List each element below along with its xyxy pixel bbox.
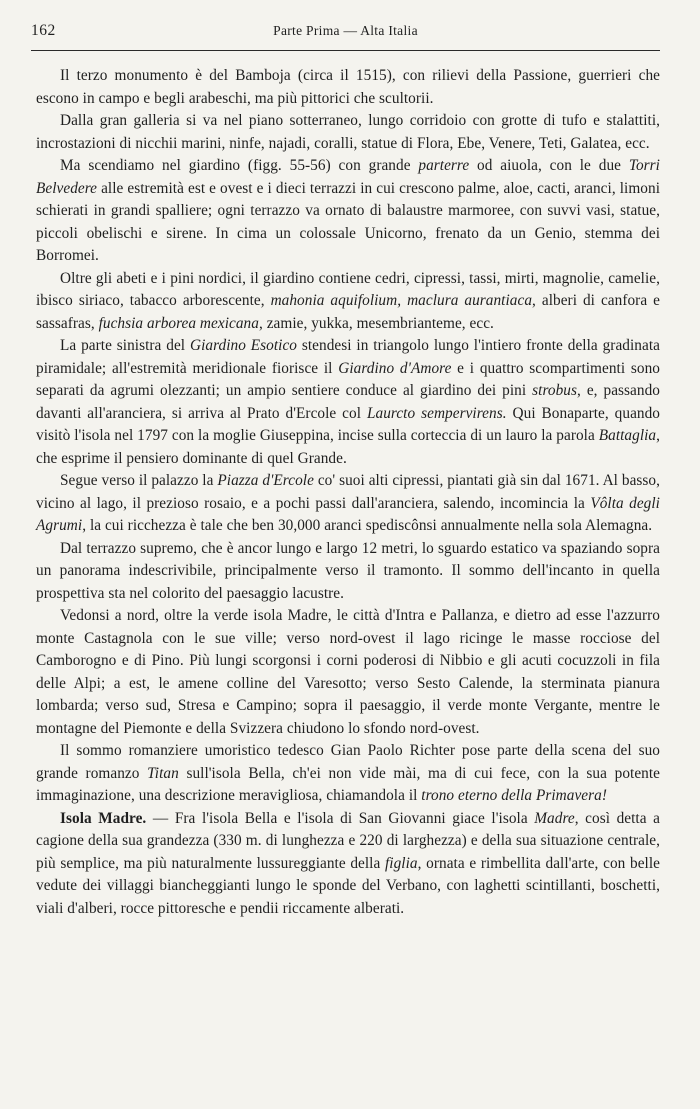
italic-text: Laurcto sempervirens. [366,404,507,422]
text-run: , alberi di canfora e sassafras, [36,292,660,332]
paragraph [36,605,660,740]
text-run: , la cui ricchezza è tale che ben 30,000 aranci spediscônsi annualmente nella sola Alemagna. [82,517,653,534]
text-run: Il terzo monumento è del Bamboja (circa il 1515), con rilievi della Passione, guerrieri che escono in campo e begli arabeschi, ma più pittorici che scultorii. [36,67,660,107]
text-run: , ornata e rimbellita dall'arte, con belle vedute dei villaggi biancheggianti lungo le sponde del Verbano, con laghetti scintillanti, boschetti, viali d'alberi, rocce pittoresche e pendii riccamente alberati. [36,854,660,917]
text-run: alle estremità est e ovest e i dieci terrazzi in cui crescono palme, aloe, cacti, aranci, limoni schierati in grandi spalliere; ogni terrazzo va ornato di balaustre marmoree, con suvvi vasi, statue, piccoli obelischi e sirene. In cima un colossale Unicorno, frenato da un Genio, stemma dei Borromei. [36,179,660,264]
italic-text: Battaglia [598,427,657,444]
text-run: Il sommo romanziere umoristico tedesco Gian Paolo Richter pose parte della scena del suo grande romanzo [36,742,660,782]
text-run: co' suoi alti cipressi, piantati già sin dal 1671. Al basso, vicino al lago, il prezioso rosaio, e a pochi passi dall'aranciera, salendo, incomincia la [36,472,661,512]
paragraph [36,335,660,470]
text-run: Qui Bonaparte, quando visitò l'isola nel 1797 con la moglie Giuseppina, incise sulla corteccia di un lauro la parola [36,404,661,444]
text-run: — Fra l'isola Bella e l'isola di San Giovanni giace l'isola [146,809,535,827]
running-title: Parte Prima — Alta Italia [273,23,418,38]
text-run: La parte sinistra del [60,337,190,354]
text-run: , che esprime il pensiero dominante di quel Grande. [36,427,660,467]
text-run: Dalla gran galleria si va nel piano sotterraneo, lungo corridoio con grotte di tufo e stalattiti, incrostazioni di nicchii marini, ninfe, najadi, coralli, statue di Flora, Ebe, Venere, Teti, Galatea, ecc. [36,112,660,152]
text-run: Vedonsi a nord, oltre la verde isola Madre, le città d'Intra e Pallanza, e dietro ad esse l'azzurro monte Castagnola con le sue ville; verso nord-ovest il lago ricinge le masse rocciose del Camborogno e di Pino. Più lungi scorgonsi i corni poderosi di Nibbio e gli acuti cocuzzoli in fila delle Alpi; a est, le amene colline del Varesotto; verso Sesto Calende, la sterminata pianura lombarda; verso sud, Stresa e Campino; sopra il paesaggio, il verde monte Vergante, mentre le montagne del Piemonte e della Svizzera chiudono lo sfondo nord-ovest. [36,607,660,737]
paragraph [36,470,660,538]
text-run: , e, passando davanti all'aranciera, si arriva al Prato d'Ercole col [36,382,660,422]
text-run: , zamie, yukka, mesembrianteme, ecc. [258,314,494,332]
italic-text: fuchsia arborea mexicana [98,314,259,332]
text-run: sull'isola Bella, ch'ei non vide mài, ma di cui fece, con la sua potente immaginazione, una descrizione meravigliosa, chiamandola il [36,764,660,804]
paragraph [36,110,660,155]
header-rule [31,50,660,51]
italic-text: parterre [418,157,470,174]
italic-text: Vôlta degli Agrumi [36,494,660,534]
text-run: e i quattro scompartimenti sono separati da agrumi olezzanti; un ampio sentiere conduce al giardino dei pini [36,359,660,399]
italic-text: Piazza d'Ercole [217,472,314,489]
italic-text: Giardino Esotico [189,337,297,354]
paragraph [36,155,660,268]
body-text [36,65,660,920]
paragraph [36,740,660,808]
page-header [31,20,660,46]
text-run: Segue verso il palazzo la [60,472,218,489]
text-run: , così detta a cagione della sua grandezza (330 m. di lunghezza e 220 di larghezza) e della sua situazione centrale, più semplice, ma più naturalmente lussureggiante della [36,809,660,872]
text-run: stendesi in triangolo lungo l'intiero fronte della gradinata piramidale; all'estremità meridionale fiorisce il [36,337,660,377]
italic-text: trono eterno della Primavera! [421,787,607,804]
text-run: Ma scendiamo nel giardino (figg. 55-56) con grande [60,157,419,174]
italic-text: figlia [385,854,418,872]
section-heading: Isola Madre. [60,809,147,827]
paragraph [36,65,660,110]
italic-text: Titan [147,764,179,782]
italic-text: Torri Belvedere [36,157,660,197]
italic-text: mahonia aquifolium, maclura aurantiaca [270,292,533,309]
text-run: Dal terrazzo supremo, che è ancor lungo e largo 12 metri, lo sguardo estatico va spaziando sopra un panorama indescrivibile, principalmente verso il tramonto. Il sommo dell'incanto in quella prospettiva sta nel colorito del paesaggio lacustre. [36,539,660,602]
paragraph [36,268,660,336]
italic-text: Giardino d'Amore [338,359,452,377]
italic-text: Madre [534,809,575,827]
paragraph [36,538,660,606]
text-run: Oltre gli abeti e i pini nordici, il giardino contiene cedri, cipressi, tassi, mirti, magnolie, camelie, ibisco siriaco, tabacco arborescente, [36,269,660,309]
italic-text: strobus [532,382,577,399]
text-run: od aiuola, con le due [469,157,629,174]
page-number: 162 [31,22,56,39]
paragraph [36,808,660,921]
